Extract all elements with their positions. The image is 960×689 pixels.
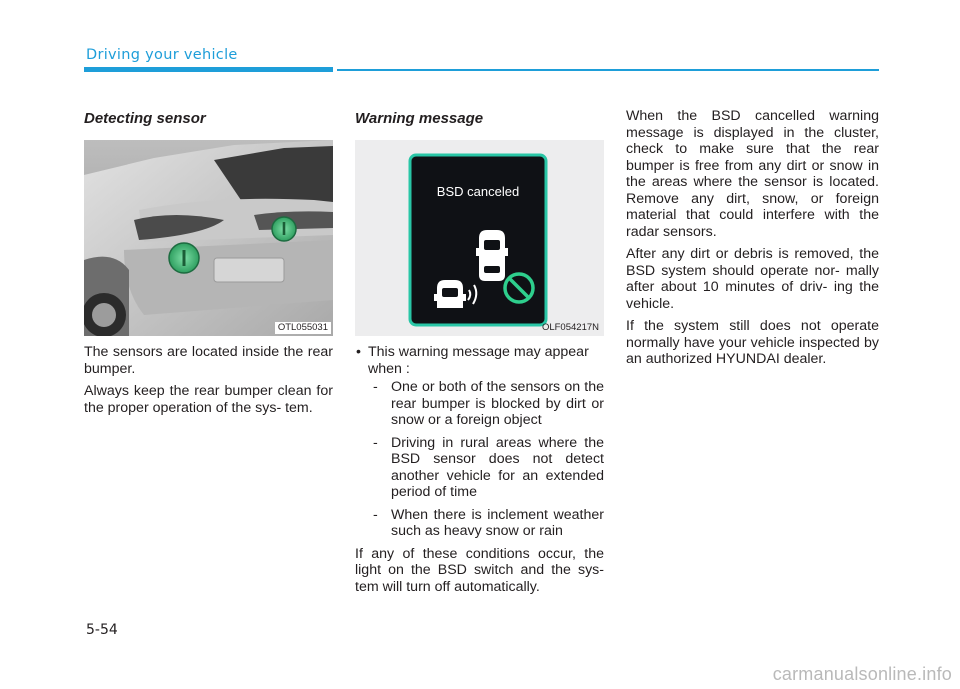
column-continued bbox=[626, 108, 879, 374]
condition-list bbox=[368, 379, 604, 540]
paragraph: When the BSD cancelled warning message is displayed in the cluster, check to make sure that the rear bumper is free from any dirt or snow in the areas where the sensor is located. Remove any dirt, snow, or foreign material that could interfere with the radar sensors. bbox=[626, 108, 879, 240]
column-warning-message bbox=[355, 108, 604, 601]
cluster-display-illustration bbox=[355, 140, 604, 336]
figure-code: OTL055031 bbox=[275, 322, 331, 334]
paragraph: Always keep the rear bumper clean for the proper operation of the sys- tem. bbox=[84, 383, 333, 416]
car-icon bbox=[434, 280, 466, 308]
rear-bumper-illustration bbox=[84, 140, 333, 336]
list-item: - When there is inclement weather such as heavy snow or rain bbox=[373, 506, 604, 539]
figure-bsd-warning bbox=[355, 140, 604, 336]
watermark: carmanualsonline.info bbox=[772, 664, 952, 684]
figure-rear-bumper-sensors bbox=[84, 140, 333, 336]
heading-warning-message: Warning message bbox=[355, 110, 484, 127]
paragraph: The sensors are located inside the rear bumper. bbox=[84, 344, 333, 377]
column-detecting-sensor bbox=[84, 108, 333, 422]
condition-text: One or both of the sensors on the rear bumper is blocked by dirt or snow or a foreign object bbox=[391, 379, 604, 428]
screen-message: BSD canceled bbox=[436, 184, 520, 199]
bullet-list bbox=[355, 344, 604, 540]
figure-code: OLF054217N bbox=[541, 322, 599, 333]
bullet-text: This warning message may appear when : bbox=[368, 344, 589, 377]
condition-text: Driving in rural areas where the BSD sensor does not detect another vehicle for an extended period of time bbox=[391, 434, 604, 500]
page-number: 5-54 bbox=[86, 622, 118, 638]
section-title: Driving your vehicle bbox=[86, 47, 238, 63]
paragraph: If the system still does not operate normally have your vehicle inspected by an authorized HYUNDAI dealer. bbox=[626, 318, 879, 367]
list-item bbox=[355, 344, 604, 540]
paragraph: After any dirt or debris is removed, the BSD system should operate nor- mally after about 10 minutes of driv- ing the vehicle. bbox=[626, 246, 879, 312]
heading-detecting-sensor: Detecting sensor bbox=[84, 110, 206, 127]
condition-text: When there is inclement weather such as heavy snow or rain bbox=[391, 506, 604, 539]
header-rule-thick bbox=[84, 67, 333, 72]
header-rule-thin bbox=[337, 69, 879, 71]
paragraph: If any of these conditions occur, the light on the BSD switch and the sys- tem will turn off automatically. bbox=[355, 545, 604, 595]
car-icon bbox=[476, 230, 508, 281]
list-item: - One or both of the sensors on the rear bumper is blocked by dirt or snow or a foreign object bbox=[373, 379, 604, 428]
list-item: - Driving in rural areas where the BSD sensor does not detect another vehicle for an extended period of time bbox=[373, 434, 604, 500]
